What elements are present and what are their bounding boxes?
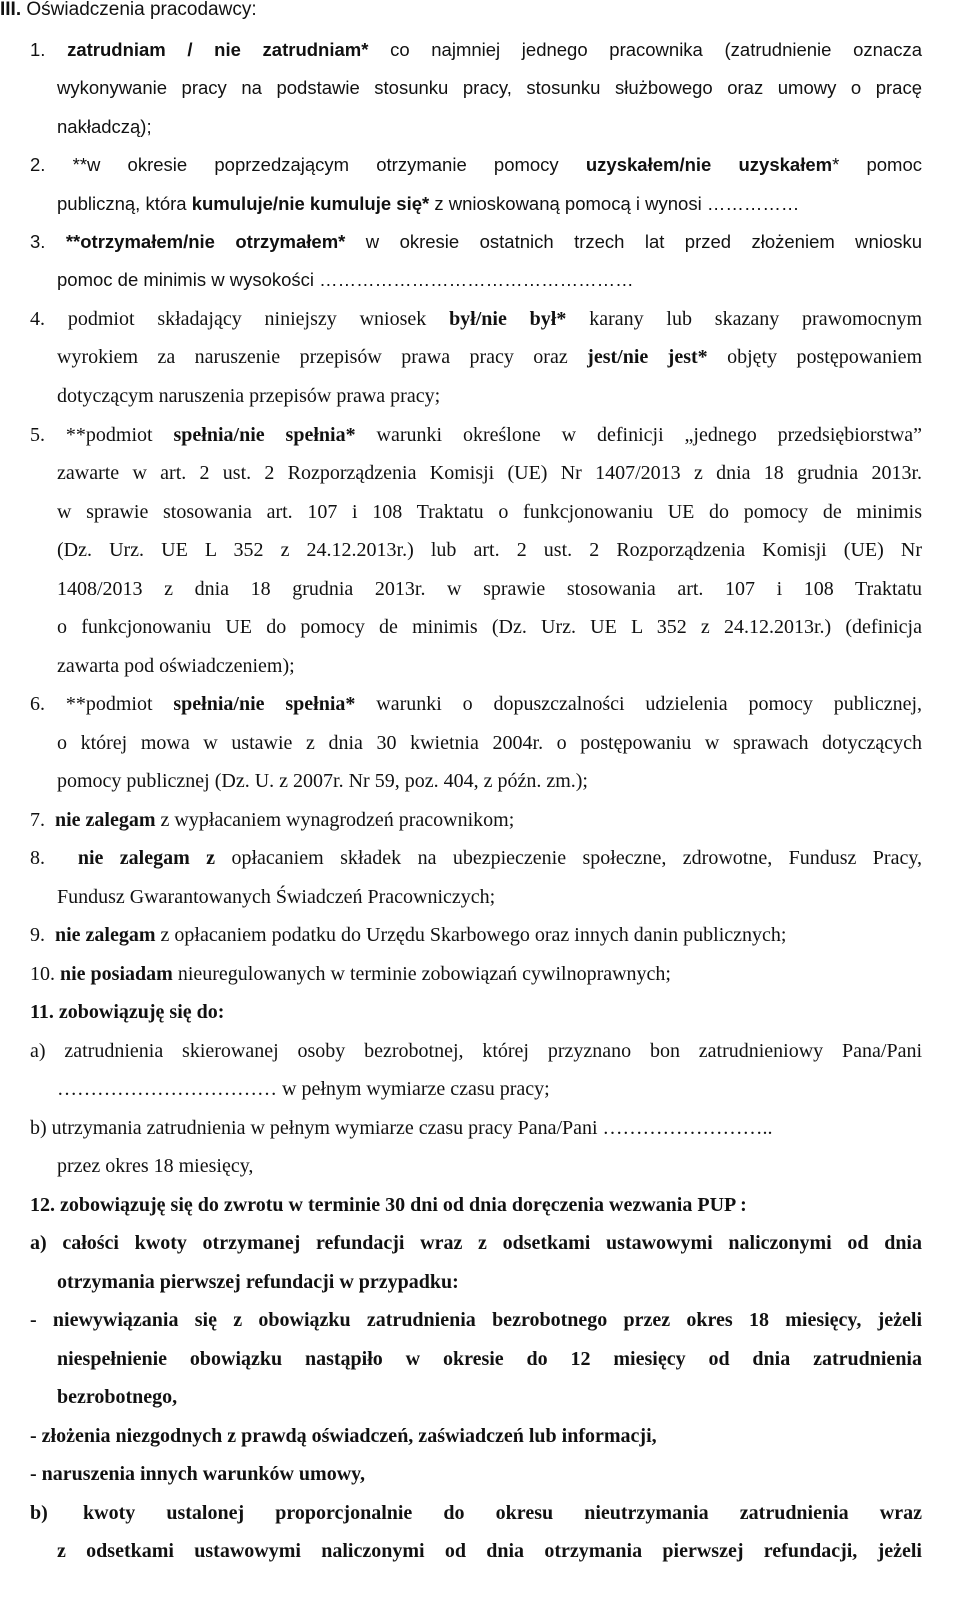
item-3-line-1: 3. **otrzymałem/nie otrzymałem* w okresie ostatnich trzech lat przed złożeniem wniosku: [30, 231, 923, 252]
item-8-line-2: Fundusz Gwarantowanych Świadczeń Pracowniczych;: [57, 886, 496, 908]
item-5-line-1: 5. **podmiot spełnia/nie spełnia* warunki określone w definicji „jednego przedsiębiorstwa”: [30, 424, 923, 446]
item-11b-line-2: przez okres 18 miesięcy,: [57, 1155, 254, 1177]
item-12-dash-2: - złożenia niezgodnych z prawdą oświadczeń, zaświadczeń lub informacji,: [30, 1425, 657, 1447]
item-4-proceedings-choice: jest/nie jest*: [587, 346, 708, 368]
item-1-line-2: wykonywanie pracy na podstawie stosunku pracy, stosunku służbowego oraz umowy o pracę: [57, 77, 922, 98]
item-12-dash-1-line-2: niespełnienie obowiązku nastąpiło w okresie do 12 miesięcy od dnia zatrudnienia: [57, 1348, 922, 1370]
item-1-choice: zatrudniam / nie zatrudniam*: [67, 39, 369, 60]
item-12a-line-1: a) całości kwoty otrzymanej refundacji wraz z odsetkami ustawowymi naliczonymi od dnia: [30, 1232, 922, 1254]
item-1-line-3: nakładczą);: [57, 116, 152, 137]
item-5-line-4: (Dz. Urz. UE L 352 z 24.12.2013r.) lub art. 2 ust. 2 Rozporządzenia Komisji (UE) Nr: [57, 539, 922, 561]
item-11a-line-1: a) zatrudnienia skierowanej osoby bezrobotnej, której przyznano bon zatrudnieniowy Pana/Pani: [30, 1040, 922, 1062]
item-12a-line-2: otrzymania pierwszej refundacji w przypadku:: [57, 1271, 459, 1293]
item-5-line-6: o funkcjonowaniu UE do pomocy de minimis (Dz. Urz. UE L 352 z 24.12.2013r.) (definicja: [57, 616, 922, 638]
item-3-choice: **otrzymałem/nie otrzymałem*: [65, 231, 346, 252]
item-5-line-7: zawarta pod oświadczeniem);: [57, 655, 295, 677]
item-2-cumulation-choice: kumuluje/nie kumuluje się*: [191, 193, 430, 214]
item-10: 10. nie posiadam nieuregulowanych w terminie zobowiązań cywilnoprawnych;: [30, 963, 671, 985]
item-12-heading: 12. zobowiązuję się do zwrotu w terminie 30 dni od dnia doręczenia wezwania PUP :: [30, 1194, 747, 1216]
item-12b-line-1: kwoty ustalonej proporcjonalnie do okresu nieutrzymania zatrudnienia wraz: [83, 1502, 922, 1524]
item-2-line-2: publiczną, która kumuluje/nie kumuluje się* z wnioskowaną pomocą i wynosi ……………: [57, 193, 800, 214]
item-6-choice: spełnia/nie spełnia*: [173, 693, 356, 715]
item-6-line-3: pomocy publicznej (Dz. U. z 2007r. Nr 59, poz. 404, z późn. zm.);: [57, 770, 588, 792]
item-11b-line-1: b) utrzymania zatrudnienia w pełnym wymiarze czasu pracy Pana/Pani ……………………..: [30, 1117, 773, 1139]
item-5-line-3: w sprawie stosowania art. 107 i 108 Traktatu o funkcjonowaniu UE do pomocy de minimis: [57, 501, 922, 523]
item-12-dash-3: - naruszenia innych warunków umowy,: [30, 1463, 366, 1485]
item-12b-label: b): [30, 1502, 48, 1524]
item-5-choice: spełnia/nie spełnia*: [173, 424, 356, 446]
item-4-choice: był/nie był*: [449, 308, 567, 330]
item-11a-line-2: …………………………… w pełnym wymiarze czasu pracy;: [57, 1078, 550, 1100]
item-1-line-1: 1. zatrudniam / nie zatrudniam* co najmniej jednego pracownika (zatrudnienie oznacza: [30, 39, 922, 60]
section-heading: [0, 0, 257, 22]
item-11-heading: 11. zobowiązuję się do:: [30, 1001, 225, 1023]
item-2-line-1: 2. **w okresie poprzedzającym otrzymanie pomocy uzyskałem/nie uzyskałem* pomoc: [30, 154, 922, 175]
item-5-line-5: 1408/2013 z dnia 18 grudnia 2013r. w sprawie stosowania art. 107 i 108 Traktatu: [57, 578, 922, 600]
item-5-line-2: zawarte w art. 2 ust. 2 Rozporządzenia Komisji (UE) Nr 1407/2013 z dnia 18 grudnia 2013r.: [57, 462, 922, 484]
section-number: III.: [0, 0, 22, 20]
item-6-line-1: 6. **podmiot spełnia/nie spełnia* warunki o dopuszczalności udzielenia pomocy publicznej,: [30, 693, 923, 715]
item-9: 9. nie zalegam z opłacaniem podatku do Urzędu Skarbowego oraz innych danin publicznych;: [30, 924, 787, 946]
item-12-dash-1-line-1: - niewywiązania się z obowiązku zatrudnienia bezrobotnego przez okres 18 miesięcy, jeżeli: [30, 1309, 922, 1331]
item-6-line-2: o której mowa w ustawie z dnia 30 kwietnia 2004r. o postępowaniu w sprawach dotyczących: [57, 732, 922, 754]
item-12b-line-2: z odsetkami ustawowymi naliczonymi od dnia otrzymania pierwszej refundacji, jeżeli: [57, 1540, 922, 1562]
section-title: Oświadczenia pracodawcy:: [26, 0, 257, 20]
item-12-dash-1-line-3: bezrobotnego,: [57, 1386, 178, 1408]
item-3-line-2: pomoc de minimis w wysokości ……………………………………………: [57, 269, 634, 290]
item-4-line-1: 4. podmiot składający niniejszy wniosek był/nie był* karany lub skazany prawomocnym: [30, 308, 923, 330]
item-4-line-2: wyrokiem za naruszenie przepisów prawa pracy oraz jest/nie jest* objęty postępowaniem: [57, 346, 923, 368]
item-4-line-3: dotyczącym naruszenia przepisów prawa pracy;: [57, 385, 441, 407]
item-7: 7. nie zalegam z wypłacaniem wynagrodzeń pracownikom;: [30, 809, 515, 831]
item-8-line-1: 8. nie zalegam z opłacaniem składek na ubezpieczenie społeczne, zdrowotne, Fundusz Pracy,: [30, 847, 923, 869]
item-2-choice: uzyskałem/nie uzyskałem: [585, 154, 833, 175]
